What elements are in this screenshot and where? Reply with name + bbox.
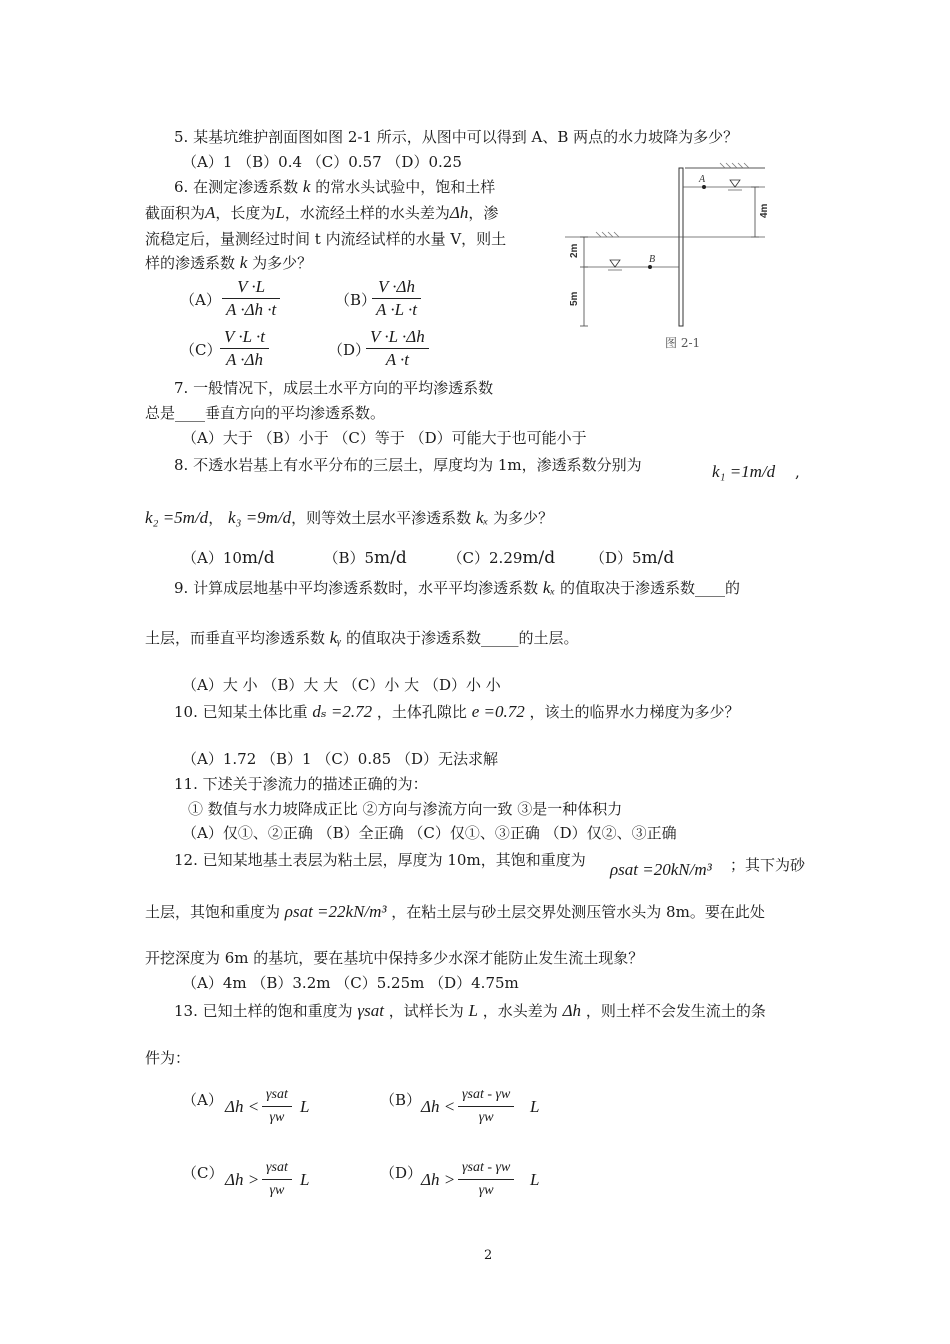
q6-line4: 样的渗透系数 k 为多少？ <box>145 253 313 272</box>
q12-options: （A）4m （B）3.2m （C）5.25m （D）4.75m <box>182 974 519 992</box>
q6-opt-a-fraction: $\frac{V \cdot L}{A \cdot\Delta h \cdot t}$ <box>222 276 280 321</box>
q13-line2: 件为： <box>145 1049 191 1067</box>
q10-options: （A）1.72 （B）1 （C）0.85 （D）无法求解 <box>182 750 499 768</box>
q6-opt-c-fraction: $\frac{V \cdot L \cdot t}{A \cdot\Delta h}$ <box>220 326 269 371</box>
q7-options: （A）大于 （B）小于 （C）等于 （D）可能大于也可能小于 <box>182 429 587 447</box>
q6-line2: 截面积为A，长度为L，水流经土样的水头差为Δh，渗 <box>145 203 499 222</box>
q13-opt-d-rhs: L <box>530 1170 540 1189</box>
q13-opt-a-rhs: L <box>300 1097 310 1116</box>
q6-opt-d-label: （D） <box>328 341 371 359</box>
q7-line1: 7. 一般情况下，成层土水平方向的平均渗透系数 <box>174 379 494 397</box>
ground-hatch-bottom <box>596 232 619 237</box>
q10-line1: 10. 已知某土体比重 dₛ =2.72 ，土体孔隙比 e =0.72 ，该土的临界水力梯度为多少？ <box>174 702 740 721</box>
q6-opt-a-label: （A） <box>180 291 221 309</box>
label-a: A <box>699 174 706 185</box>
q12-line2: 土层，其饱和重度为 ρsat =22kN/m³ ，在粘土层与砂土层交界处测压管水头为 8m。要在此处 <box>145 902 765 921</box>
q13-opt-b-lhs: Δh < <box>421 1097 456 1116</box>
q13-line1: 13. 已知土样的饱和重度为 γsat ，试样长为 L ，水头差为 Δh ，则土样不会发生流土的条 <box>174 1001 766 1020</box>
q11-options: （A）仅①、②正确 （B）全正确 （C）仅①、③正确 （D）仅②、③正确 <box>182 824 677 842</box>
figure-caption: 图 2-1 <box>665 336 701 350</box>
retaining-wall <box>679 168 683 326</box>
dim-4m: 4m <box>759 203 770 218</box>
q6-opt-d-fraction: $\frac{V \cdot L \cdot\Delta h}{A \cdot t}$ <box>366 326 429 371</box>
q6-opt-b-fraction: $\frac{V \cdot\Delta h}{A \cdot L \cdot t}$ <box>372 276 421 321</box>
q13-opt-d-lhs: Δh > <box>421 1170 456 1189</box>
dim-2m: 2m <box>569 243 580 258</box>
q11-stem: 11. 下述关于渗流力的描述正确的为： <box>174 775 428 793</box>
q13-opt-c-label: （C） <box>182 1164 224 1182</box>
q6-line3: 流稳定后，量测经过时间 t 内流经试样的水量 V，则土 <box>145 230 507 248</box>
q13-opt-a-label: （A） <box>182 1091 223 1109</box>
q11-items: ① 数值与水力坡降成正比 ②方向与渗流方向一致 ③是一种体积力 <box>188 800 623 818</box>
lower-water-symbol <box>610 260 620 267</box>
q13-opt-d-fraction: γsat - γw γw <box>458 1157 514 1202</box>
q9-line2: 土层，而垂直平均渗透系数 kᵧ 的值取决于渗透系数_____的土层。 <box>145 628 579 647</box>
point-b <box>648 265 652 269</box>
q13-opt-d-label: （D） <box>380 1164 423 1182</box>
q13-opt-a-lhs: Δh < <box>225 1097 260 1116</box>
q13-opt-c-rhs: L <box>300 1170 310 1189</box>
q9-line1: 9. 计算成层地基中平均渗透系数时，水平平均渗透系数 kₓ 的值取决于渗透系数____的 <box>174 578 741 597</box>
dim-5m: 5m <box>569 291 580 306</box>
ground-hatch-top <box>720 163 749 168</box>
label-b: B <box>649 254 656 265</box>
q13-opt-b-rhs: L <box>530 1097 540 1116</box>
q6-opt-c-label: （C） <box>180 341 222 359</box>
q8-line1: 8. 不透水岩基上有水平分布的三层土，厚度均为 1m，渗透系数分别为 <box>174 456 642 474</box>
upper-water-symbol <box>730 180 740 187</box>
figure-2-1 <box>565 160 780 355</box>
q12-line1-end: ；其下为砂 <box>730 856 806 874</box>
q13-opt-c-fraction: γsat γw <box>262 1157 292 1202</box>
q12-line1: 12. 已知某地基土表层为粘土层，厚度为 10m，其饱和重度为 <box>174 851 586 869</box>
q12-rho1: ρsat =20kN/m³ <box>610 860 712 879</box>
page-number: 2 <box>484 1248 493 1263</box>
q8-k1: k₁ =1m/d <box>712 462 776 481</box>
q5-options: （A）1 （B）0.4 （C）0.57 （D）0.25 <box>182 153 462 171</box>
q13-opt-a-fraction: γsat γw <box>262 1084 292 1129</box>
q13-opt-b-fraction: γsat - γw γw <box>458 1084 514 1129</box>
q6-opt-b-label: （B） <box>335 291 377 309</box>
q9-options: （A）大 小 （B）大 大 （C）小 大 （D）小 小 <box>182 676 501 694</box>
q8-comma: , <box>795 463 800 481</box>
q12-line3: 开挖深度为 6m 的基坑，要在基坑中保持多少水深才能防止发生流土现象？ <box>145 949 644 967</box>
q7-line2: 总是____垂直方向的平均渗透系数。 <box>145 404 386 422</box>
q6-line1: 6. 在测定渗透系数 k 的常水头试验中，饱和土样 <box>174 177 496 196</box>
q13-opt-c-lhs: Δh > <box>225 1170 260 1189</box>
q8-options: （A）10m/d （B）5m/d （C）2.29m/d （D）5m/d <box>182 548 675 568</box>
point-a <box>702 185 706 189</box>
q5-stem: 5. 某基坑维护剖面图如图 2-1 所示，从图中可以得到 A、B 两点的水力坡降为多少？ <box>174 128 739 146</box>
q13-opt-b-label: （B） <box>380 1091 422 1109</box>
q8-line2: k₂ =5m/d， k₃ =9m/d，则等效土层水平渗透系数 kₓ 为多少？ <box>145 508 554 527</box>
